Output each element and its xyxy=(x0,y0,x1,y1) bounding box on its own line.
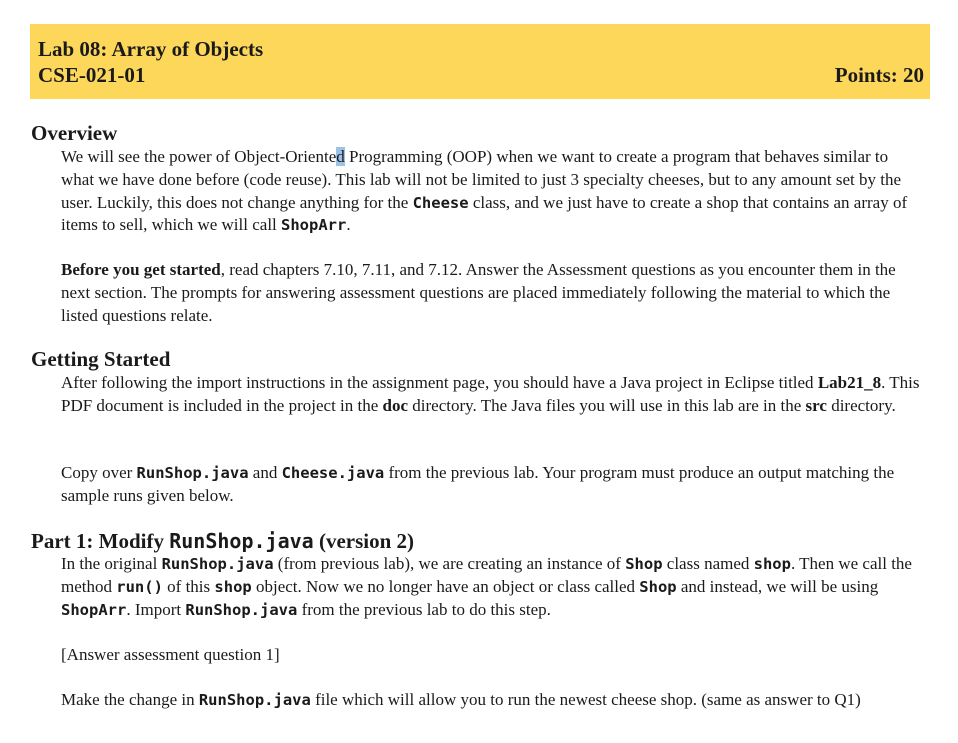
points-label: Points: 20 xyxy=(834,63,924,87)
part1-paragraph-1: In the original RunShop.java (from previous lab), we are creating an instance of Shop class named shop. Then we call the method run() of this shop object. Now we no longer have an object or class called Shop and instead, we will be using ShopArr. Import RunShop.java from the previous lab to do this step. xyxy=(61,554,912,619)
part1-paragraph-3: Make the change in RunShop.java file which will allow you to run the newest cheese shop. (same as answer to Q1) xyxy=(61,690,861,709)
getting-started-heading: Getting Started xyxy=(31,347,171,371)
overview-heading: Overview xyxy=(31,121,118,145)
getting-started-paragraph-1: After following the import instructions in the assignment page, you should have a Java project in Eclipse titled Lab21_8. This PDF document is included in the project in the doc directory. The Java files you will use in this lab are in the src directory. xyxy=(61,373,920,415)
part1-heading: Part 1: Modify RunShop.java (version 2) xyxy=(31,529,415,553)
overview-paragraph-1: We will see the power of Object-Oriented Programming (OOP) when we want to create a program that behaves similar to what we have done before (code reuse). This lab will not be limited to just 3 specialty cheeses, but to any amount set by the user. Luckily, this does not change anything for the Cheese class, and we just have to create a shop that contains an array of items to sell, which we will call ShopArr. xyxy=(61,147,908,235)
assessment-prompt: [Answer assessment question 1] xyxy=(61,645,280,664)
course-code: CSE-021-01 xyxy=(38,63,146,87)
code-cheese: Cheese xyxy=(412,193,469,212)
text-cursor-highlight: d xyxy=(336,147,345,166)
overview-paragraph-2: Before you get started, read chapters 7.10, 7.11, and 7.12. Answer the Assessment questions as you encounter them in the next section. The prompts for answering assessment questions are placed immediately following the material to which the listed questions relate. xyxy=(61,260,896,325)
getting-started-paragraph-2: Copy over RunShop.java and Cheese.java from the previous lab. Your program must produce an output matching the sample runs given below. xyxy=(61,463,895,505)
lab-title: Lab 08: Array of Objects xyxy=(38,37,264,61)
header-banner xyxy=(30,24,930,99)
code-shoparr: ShopArr xyxy=(281,216,347,235)
